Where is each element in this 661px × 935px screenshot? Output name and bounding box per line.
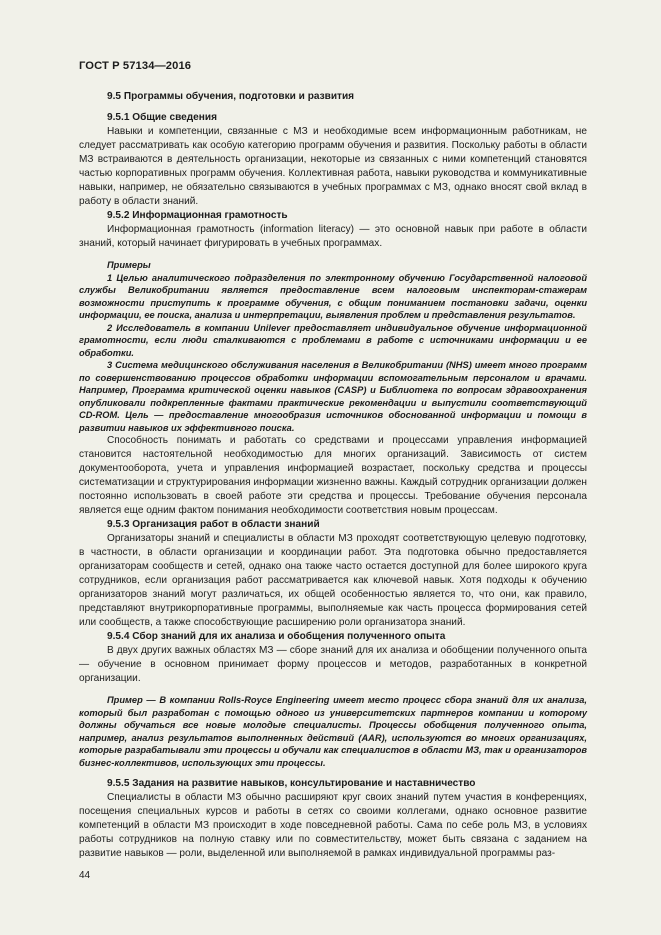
example-rolls-royce-block bbox=[79, 694, 587, 769]
example-1: 1 Целью аналитического подразделения по электронному обучению Государственной налоговой службы Великобритании является предоставление всем налоговым инспекторам-стажерам возможности приступить к программе обучения, с общим пониманием постановки задачи, оценки информации, ее поиска, анализа и интерпретации, выявления проблем и представления результатов. bbox=[79, 272, 587, 320]
paragraph-knowledge-organizers: Организаторы знаний и специалисты в области МЗ проходят соответствующую целевую подготовку, в частности, в области организации и координации работ. Эта подготовка обычно предоставляется организаторам сообществ и сетей, однако она также часто остается доступной для более широкого круга сотрудников, если организация работ рассматривается как ключевой навык. Хотя подходы к обучению организаторов знаний могут различаться, их общей особенностью является то, что они, как правило, представляют внутрикорпоративные программы, выполняемые как часть процесса формирования сетей или сообществ, а также способствующие расширению роли организатора знаний. bbox=[79, 533, 587, 628]
paragraph-info-literacy: Информационная грамотность (information literacy) — это основной навык при работе в области знаний, который начинает фигурировать в учебных программах. bbox=[79, 224, 587, 249]
section-9-5-2-heading: 9.5.2 Информационная грамотность bbox=[107, 210, 288, 221]
section-9-5-5-heading: 9.5.5 Задания на развитие навыков, консультирование и наставничество bbox=[107, 778, 476, 789]
document-header: ГОСТ Р 57134—2016 bbox=[79, 60, 192, 72]
paragraph-skills-development: Специалисты в области МЗ обычно расширяют круг своих знаний путем участия в конференциях, посещения специальных курсов и работы в сетях со своими коллегами, однако основное развитие компетенций в области МЗ происходит в ходе повседневной работы. Сама по себе роль МЗ, в условиях работы сотрудников на полную ставку или по совместительству, может быть связана с заданием на развитие навыков — роли, выделенной или выполняемой в рамках индивидуальной программы раз- bbox=[79, 792, 587, 859]
section-9-5-1-heading: 9.5.1 Общие сведения bbox=[107, 112, 217, 123]
page-content bbox=[79, 90, 587, 861]
examples-heading: Примеры bbox=[107, 260, 151, 270]
examples-block bbox=[79, 259, 587, 434]
paragraph-knowledge-capture: В двух других важных областях МЗ — сборе знаний для их анализа и обобщении полученного опыта — обучение в основном принимает форму процессов и методов, разработанных в конкретной организации. bbox=[79, 645, 587, 684]
page-number: 44 bbox=[79, 870, 91, 881]
section-9-5-3-heading: 9.5.3 Организация работ в области знаний bbox=[107, 519, 320, 530]
section-9-5-4-heading: 9.5.4 Сбор знаний для их анализа и обобщения полученного опыта bbox=[107, 631, 446, 642]
example-rolls-royce: Пример — В компании Rolls-Royce Engineering имеет место процесс сбора знаний для их анализа, который был разработан с помощью одного из университетских партнеров компании и которому должны обучаться все новые молодые специалисты. Процессы обобщения полученного опыта, например, анализ результатов выполненных действий (AAR), используются во многих организациях, которые разрабатывали эти процессы и обучали как специалистов в области МЗ, так и организаторов бизнес-коллективов, использующих эти процессы. bbox=[79, 695, 587, 768]
section-9-5-heading: 9.5 Программы обучения, подготовки и развития bbox=[107, 91, 355, 102]
example-3: 3 Система медицинского обслуживания населения в Великобритании (NHS) имеет много программ по совершенствованию процессов обработки информации вспомогательным персоналом и врачами. Например, Программа критической оценки навыков (CASP) и Библиотека по вопросам здравоохранения опубликовали подкрепленные фактами практические рекомендации и выпустили соответствующий CD-ROM. Цель — предоставление многообразия источников обоснованной информации и помощи в развитии навыков их эффективного поиска. bbox=[79, 360, 587, 433]
paragraph-info-management: Способность понимать и работать со средствами и процессами управления информацией становится настоятельной необходимостью для многих организаций. Зависимость от систем документооборота, учета и управления информацией возрастает, поскольку средства и процессы систематизации и структурирования информации жизненно важны. Каждый сотрудник организации должен постоянно использовать в своей работе эти средства и процессы. Требование обучения персонала является еще одним фактом понимания необходимости соответствия новым процессам. bbox=[79, 435, 587, 516]
example-2: 2 Исследователь в компании Unilever предоставляет индивидуальное обучение информационной грамотности, если люди сталкиваются с проблемами в работе с источниками информации и ее обработки. bbox=[79, 322, 587, 358]
paragraph-general: Навыки и компетенции, связанные с МЗ и необходимые всем информационным работникам, не следует рассматривать как особую категорию программ обучения и развития. Поскольку работы в области МЗ встраиваются в деятельность организации, некоторые из связанных с ними компетенций становятся частью корпоративных программ обучения. Коллективная работа, навыки руководства и коммуникативные навыки, например, не обязательно связываются в учебных программах с МЗ, однако вносят свой вклад в работу в области знаний. bbox=[79, 126, 587, 207]
